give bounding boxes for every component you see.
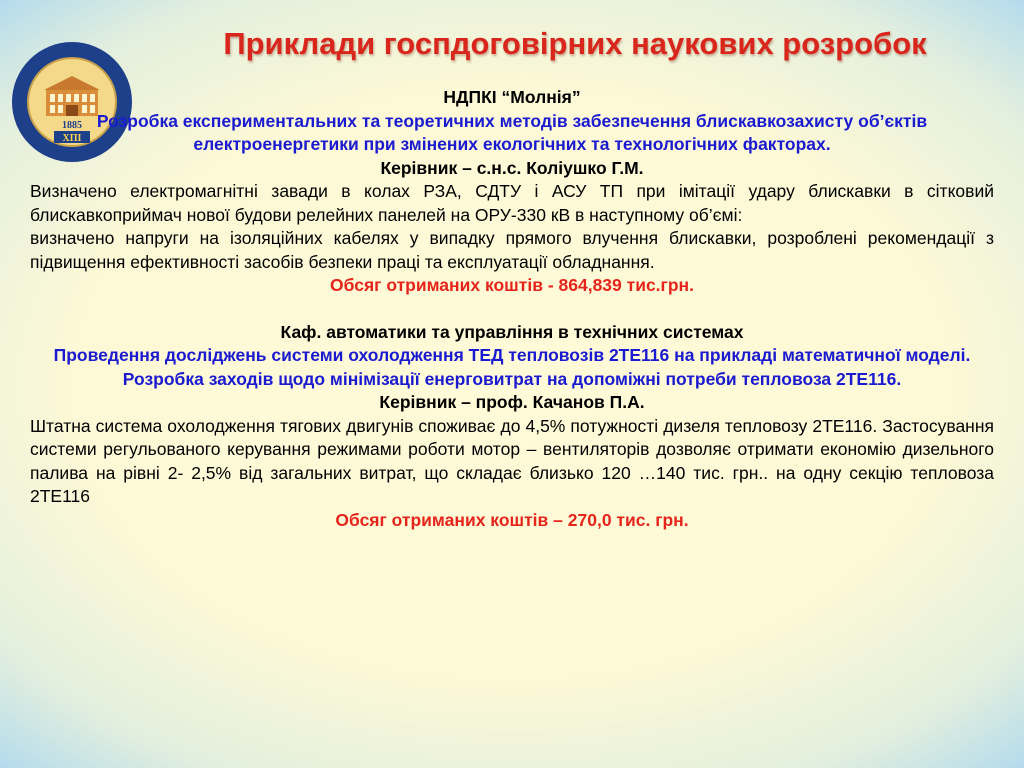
logo-abbreviation: ХПІ [62, 133, 82, 144]
spacer [30, 298, 994, 321]
section1-funding: Обсяг отриманих коштів - 864,839 тис.грн. [330, 275, 694, 295]
section2-funding: Обсяг отриманих коштів – 270,0 тис. грн. [335, 509, 689, 530]
section2-paragraph-1: Штатна система охолодження тягових двигунів споживає до 4,5% потужності дизеля тепловозу 2ТЕ116. Застосування системи регульованого керування режимами роботи мотор – вентиляторів дозволяє отримати економію дизельного палива на рівні 2- 2,5% від загальних витрат, що складає близько 120 …140 тис. грн.. на одну секцію тепловоза 2ТЕ116 [30, 415, 994, 506]
section1-paragraph-2: визначено напруги на ізоляційних кабелях у випадку прямого влучення блискавки, розроблені рекомендації з підвищення ефективності засобів безпеки праці та експлуатації обладнання. [30, 228, 994, 272]
section1-topic: Розробка експериментальних та теоретичних методів забезпечення блискавкозахисту об’єктів електроенергетики при змінених екологічних та технологічних факторах. [96, 110, 928, 154]
slide-title: Приклади госпдоговірних наукових розробок [223, 26, 927, 61]
section1-paragraph-1: Визначено електромагнітні завади в колах РЗА, СДТУ і АСУ ТП при імітації удару блискавки в сітковий блискавкоприймач нової будови релейних панелей на ОРУ-330 кВ в наступному об’ємі: [30, 181, 994, 225]
section2-org: Каф. автоматики та управління в технічних системах [280, 321, 744, 342]
section2-topic: Проведення досліджень системи охолодження ТЕД тепловозів 2ТЕ116 на прикладі математичної моделі. Розробка заходів щодо мінімізації енерговитрат на допоміжні потреби тепловоза 2ТЕ116. [53, 345, 971, 389]
section1-head: Керівник – с.н.с. Коліушко Г.М. [380, 157, 644, 178]
section2-head: Керівник – проф. Качанов П.А. [379, 392, 645, 412]
slide-content [30, 86, 994, 532]
logo-year: 1885 [62, 120, 82, 131]
section1-org: НДПКІ “Молнія” [443, 87, 581, 107]
